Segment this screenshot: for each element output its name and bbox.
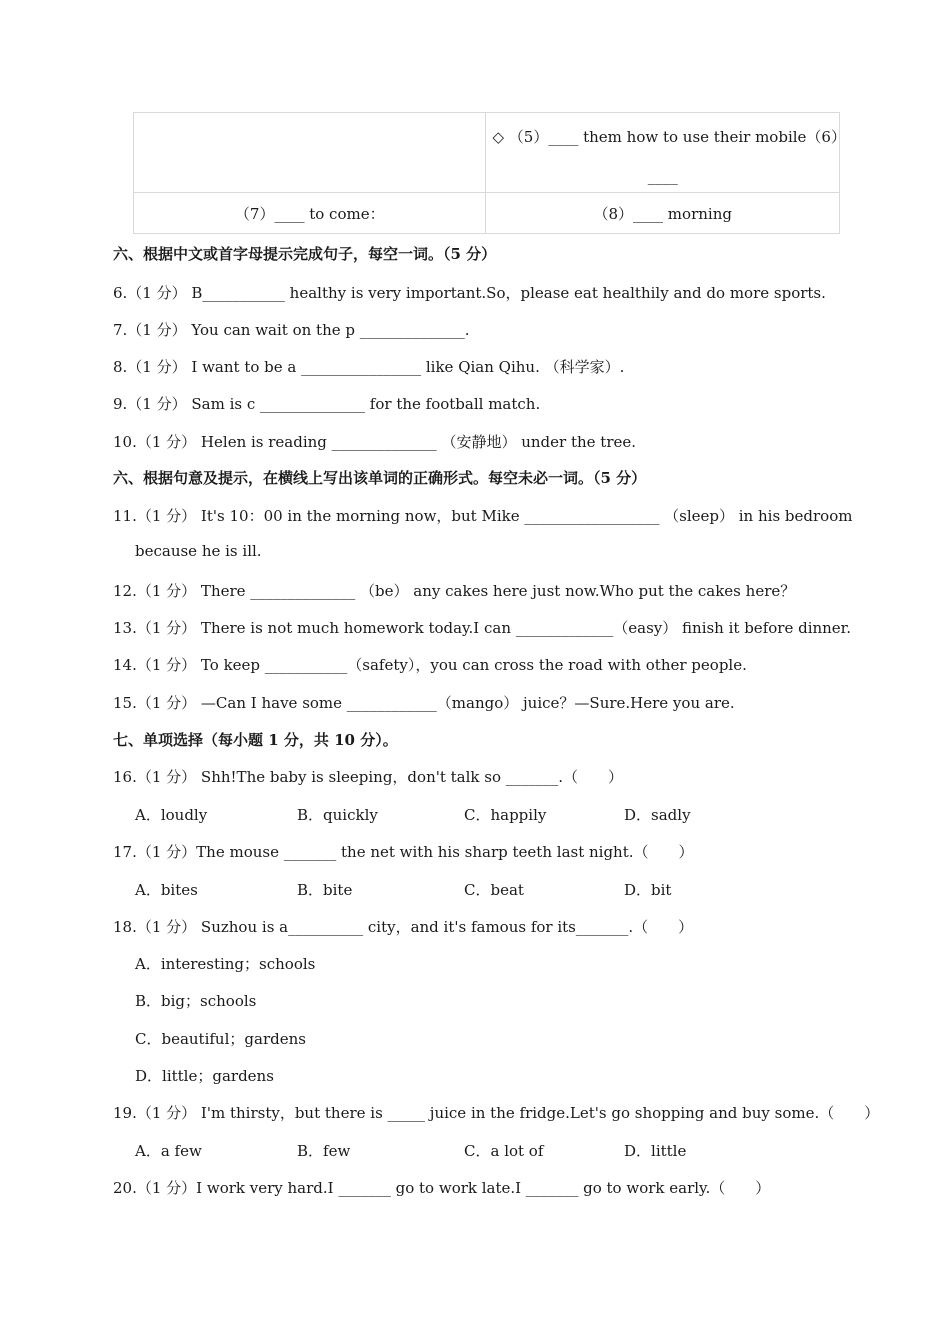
question-item: 8.（1 分） I want to be a ________________ like Qian Qihu. （科学家）. <box>113 358 625 376</box>
question-stem: 16.（1 分） Shh!The baby is sleeping，don't talk so _______.（ ） <box>113 768 624 786</box>
question-stem: 19.（1 分） I'm thirsty，but there is _____ juice in the fridge.Let's go shopping and buy some.（ ） <box>113 1104 880 1122</box>
question-item-continuation: because he is ill. <box>135 542 262 560</box>
table-cell: （7）____ to come： <box>134 193 486 234</box>
question-item: 15.（1 分） —Can I have some ____________（mango） juice？—Sure.Here you are. <box>113 694 735 712</box>
option-a: A．a few <box>135 1142 202 1160</box>
option-b: B．few <box>297 1142 351 1160</box>
question-item: 9.（1 分） Sam is c ______________ for the football match. <box>113 395 541 413</box>
question-stem: 17.（1 分）The mouse _______ the net with his sharp teeth last night.（ ） <box>113 843 694 861</box>
option-d: D．bit <box>624 881 672 899</box>
section-heading: 六、根据句意及提示，在横线上写出该单词的正确形式。每空未必一词。（5 分） <box>113 469 647 487</box>
question-item: 10.（1 分） Helen is reading ______________ （安静地） under the tree. <box>113 433 637 451</box>
option-a: A．interesting；schools <box>135 955 316 973</box>
section-heading: 七、单项选择（每小题 1 分，共 10 分）。 <box>113 731 398 749</box>
option-b: B．quickly <box>297 806 378 824</box>
option-c: C．beautiful；gardens <box>135 1030 306 1048</box>
option-d: D．little <box>624 1142 687 1160</box>
question-item: 6.（1 分） B___________ healthy is very important.So，please eat healthily and do more sports. <box>113 284 826 302</box>
question-item: 14.（1 分） To keep ___________（safety），you can cross the road with other people. <box>113 656 747 674</box>
table-cell-text: ____ <box>647 167 678 185</box>
section-heading: 六、根据中文或首字母提示完成句子，每空一词。（5 分） <box>113 245 497 263</box>
option-c: C．a lot of <box>464 1142 544 1160</box>
option-b: B．big；schools <box>135 992 257 1010</box>
option-a: A．bites <box>135 881 198 899</box>
question-stem: 20.（1 分）I work very hard.I _______ go to work late.I _______ go to work early.（ ） <box>113 1179 771 1197</box>
option-d: D．little；gardens <box>135 1067 274 1085</box>
table-cell: （8）____ morning <box>486 193 840 234</box>
option-c: C．happily <box>464 806 547 824</box>
question-item: 12.（1 分） There ______________ （be） any cakes here just now.Who put the cakes here？ <box>113 582 796 600</box>
question-item: 13.（1 分） There is not much homework today.I can _____________（easy） finish it before dinner. <box>113 619 851 637</box>
option-c: C．beat <box>464 881 524 899</box>
table-cell <box>134 113 486 193</box>
table-cell <box>486 113 846 193</box>
option-a: A．loudly <box>135 806 208 824</box>
option-b: B．bite <box>297 881 353 899</box>
question-item: 7.（1 分） You can wait on the p ______________. <box>113 321 470 339</box>
table-cell-text: ◇ （5）____ them how to use their mobile（6） <box>492 128 846 146</box>
option-d: D．sadly <box>624 806 691 824</box>
question-stem: 18.（1 分） Suzhou is a__________ city，and it's famous for its_______.（ ） <box>113 918 694 936</box>
answer-table <box>133 112 846 234</box>
question-item: 11.（1 分） It's 10：00 in the morning now，but Mike __________________ （sleep） in his bedroom <box>113 507 853 525</box>
